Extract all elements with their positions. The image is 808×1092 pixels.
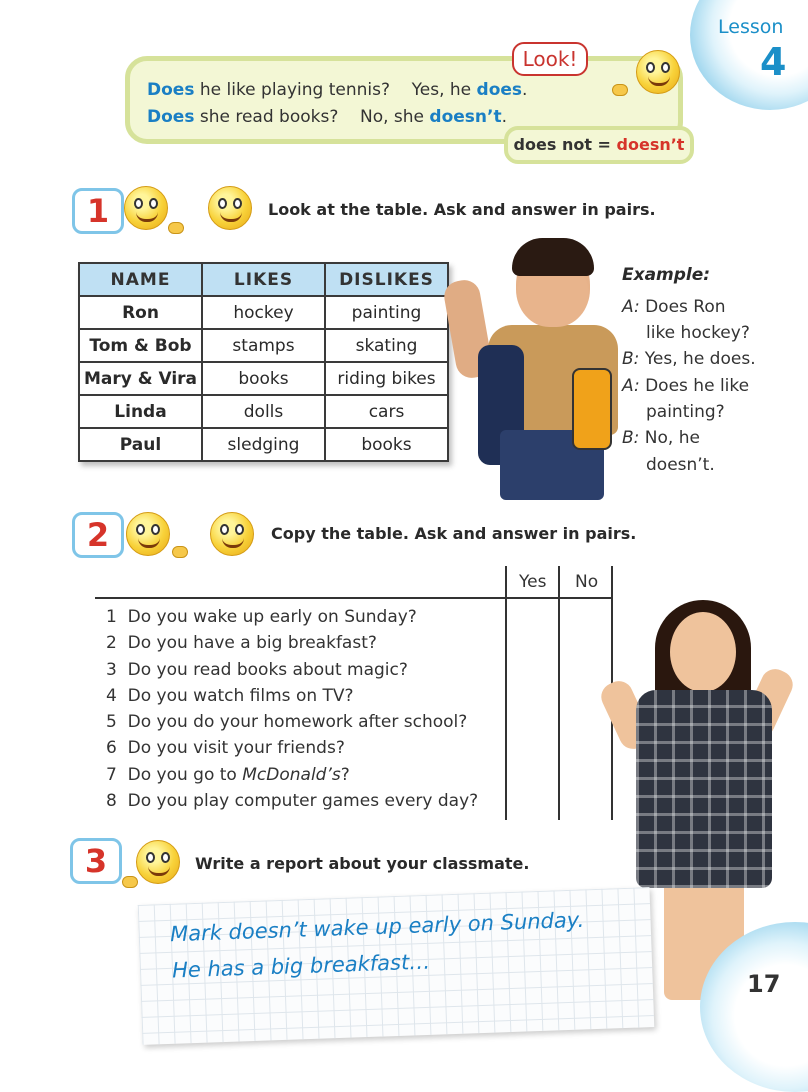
survey-item-number: 1 xyxy=(106,607,117,627)
example-speaker: A: xyxy=(622,297,640,317)
example-text: doesn’t. xyxy=(646,455,715,475)
cell-name: Paul xyxy=(79,428,202,461)
grammar-a1-end: . xyxy=(522,80,528,100)
cell-dislikes: painting xyxy=(325,296,448,329)
grammar-a2-bold: doesn’t xyxy=(429,107,502,127)
survey-item-text: Do you have a big breakfast? xyxy=(127,633,377,653)
survey-item xyxy=(106,765,350,785)
cell-name: Mary & Vira xyxy=(79,362,202,395)
table-row xyxy=(79,296,448,329)
rule-left: does not = xyxy=(513,135,617,154)
survey-item-number: 6 xyxy=(106,738,117,758)
cell-likes: books xyxy=(202,362,325,395)
grammar-q2-rest: she read books? xyxy=(194,107,339,127)
survey-item xyxy=(106,607,417,627)
cell-likes: dolls xyxy=(202,395,325,428)
example-speaker: A: xyxy=(622,376,640,396)
survey-item-number: 8 xyxy=(106,791,117,811)
survey-col-yes: Yes xyxy=(519,572,547,592)
boy-illustration-hair xyxy=(512,238,594,276)
example-line xyxy=(646,323,750,343)
section-3-number: 3 xyxy=(70,838,122,884)
report-line-1: Mark doesn’t wake up early on Sunday. xyxy=(169,907,585,947)
cell-dislikes: skating xyxy=(325,329,448,362)
header-name: NAME xyxy=(79,263,202,296)
example-line xyxy=(646,402,725,422)
survey-item xyxy=(106,712,467,732)
survey-item-text: Do you do your homework after school? xyxy=(127,712,468,732)
cell-dislikes: riding bikes xyxy=(325,362,448,395)
survey-header-rule xyxy=(95,597,613,599)
section-2-hands-icon xyxy=(172,546,188,558)
survey-divider-1 xyxy=(505,566,507,820)
section-1-number: 1 xyxy=(72,188,124,234)
cell-likes: hockey xyxy=(202,296,325,329)
table-row xyxy=(79,395,448,428)
cell-likes: sledging xyxy=(202,428,325,461)
grammar-a2-plain: No, she xyxy=(359,107,430,127)
grammar-line-2 xyxy=(147,107,507,127)
example-text: Does Ron xyxy=(639,297,726,317)
smiley-hand-icon xyxy=(612,84,628,96)
survey-item-number: 2 xyxy=(106,633,117,653)
survey-item xyxy=(106,660,408,680)
survey-item-number: 3 xyxy=(106,660,117,680)
cell-name: Tom & Bob xyxy=(79,329,202,362)
grammar-q1-rest: he like playing tennis? xyxy=(194,80,391,100)
section-1-instruction: Look at the table. Ask and answer in pairs. xyxy=(268,200,656,219)
survey-item-text: Do you wake up early on Sunday? xyxy=(127,607,417,627)
example-text: Does he like xyxy=(639,376,750,396)
header-likes: LIKES xyxy=(202,263,325,296)
report-line-2: He has a big breakfast… xyxy=(171,949,431,983)
example-speaker: B: xyxy=(622,349,640,369)
boy-water-bottle xyxy=(572,368,612,450)
survey-col-no: No xyxy=(575,572,599,592)
example-text: Yes, he does. xyxy=(639,349,756,369)
example-line xyxy=(646,455,715,475)
survey-item-brand: McDonald’s xyxy=(242,765,341,785)
header-dislikes: DISLIKES xyxy=(325,263,448,296)
lesson-label: Lesson xyxy=(718,16,784,38)
section-3-instruction: Write a report about your classmate. xyxy=(195,854,530,873)
grammar-a1-bold: does xyxy=(476,80,523,100)
example-line xyxy=(622,297,726,317)
rule-tab xyxy=(504,126,694,164)
example-line xyxy=(622,376,749,396)
likes-table xyxy=(78,262,449,462)
cell-dislikes: cars xyxy=(325,395,448,428)
lesson-number: 4 xyxy=(760,40,787,84)
cell-dislikes: books xyxy=(325,428,448,461)
example-line xyxy=(622,349,756,369)
survey-item xyxy=(106,686,354,706)
section-2-smiley-icon xyxy=(126,512,170,556)
example-title: Example: xyxy=(622,265,711,285)
survey-item xyxy=(106,791,478,811)
survey-item xyxy=(106,633,377,653)
survey-item-number: 4 xyxy=(106,686,117,706)
section-1-hands-icon xyxy=(168,222,184,234)
grammar-q1-does: Does xyxy=(147,80,195,100)
grammar-a1-plain: Yes, he xyxy=(411,80,477,100)
table-row xyxy=(79,329,448,362)
example-text: No, he xyxy=(639,428,700,448)
look-bubble: Look! xyxy=(512,42,588,76)
girl-plaid-dress xyxy=(636,690,772,888)
grammar-a2-end: . xyxy=(501,107,507,127)
survey-item-end: ? xyxy=(340,765,350,785)
survey-item-number: 7 xyxy=(106,765,117,785)
example-line xyxy=(622,428,700,448)
table-row xyxy=(79,362,448,395)
page-number: 17 xyxy=(747,970,781,998)
survey-item-text: Do you play computer games every day? xyxy=(127,791,479,811)
section-3-pencil-hand-icon xyxy=(122,876,138,888)
section-1-smiley-icon xyxy=(124,186,168,230)
survey-item xyxy=(106,738,345,758)
survey-item-text: Do you read books about magic? xyxy=(127,660,408,680)
cell-likes: stamps xyxy=(202,329,325,362)
survey-item-text: Do you watch films on TV? xyxy=(127,686,354,706)
survey-item-text: Do you visit your friends? xyxy=(127,738,345,758)
section-2-number: 2 xyxy=(72,512,124,558)
table-row xyxy=(79,428,448,461)
rule-right: doesn’t xyxy=(616,135,685,154)
grammar-line-1 xyxy=(147,80,527,100)
section-2-instruction: Copy the table. Ask and answer in pairs. xyxy=(271,524,637,543)
example-text: like hockey? xyxy=(646,323,750,343)
survey-divider-2 xyxy=(558,566,560,820)
cell-name: Ron xyxy=(79,296,202,329)
survey-item-number: 5 xyxy=(106,712,117,732)
section-2-smiley-2-icon xyxy=(210,512,254,556)
grammar-q2-does: Does xyxy=(147,107,195,127)
example-text: painting? xyxy=(646,402,725,422)
example-speaker: B: xyxy=(622,428,640,448)
girl-illustration-head xyxy=(670,612,736,692)
cell-name: Linda xyxy=(79,395,202,428)
likes-table-header xyxy=(79,263,448,296)
section-1-smiley-2-icon xyxy=(208,186,252,230)
survey-item-text: Do you go to xyxy=(127,765,243,785)
look-smiley-icon xyxy=(636,50,680,94)
section-3-smiley-icon xyxy=(136,840,180,884)
